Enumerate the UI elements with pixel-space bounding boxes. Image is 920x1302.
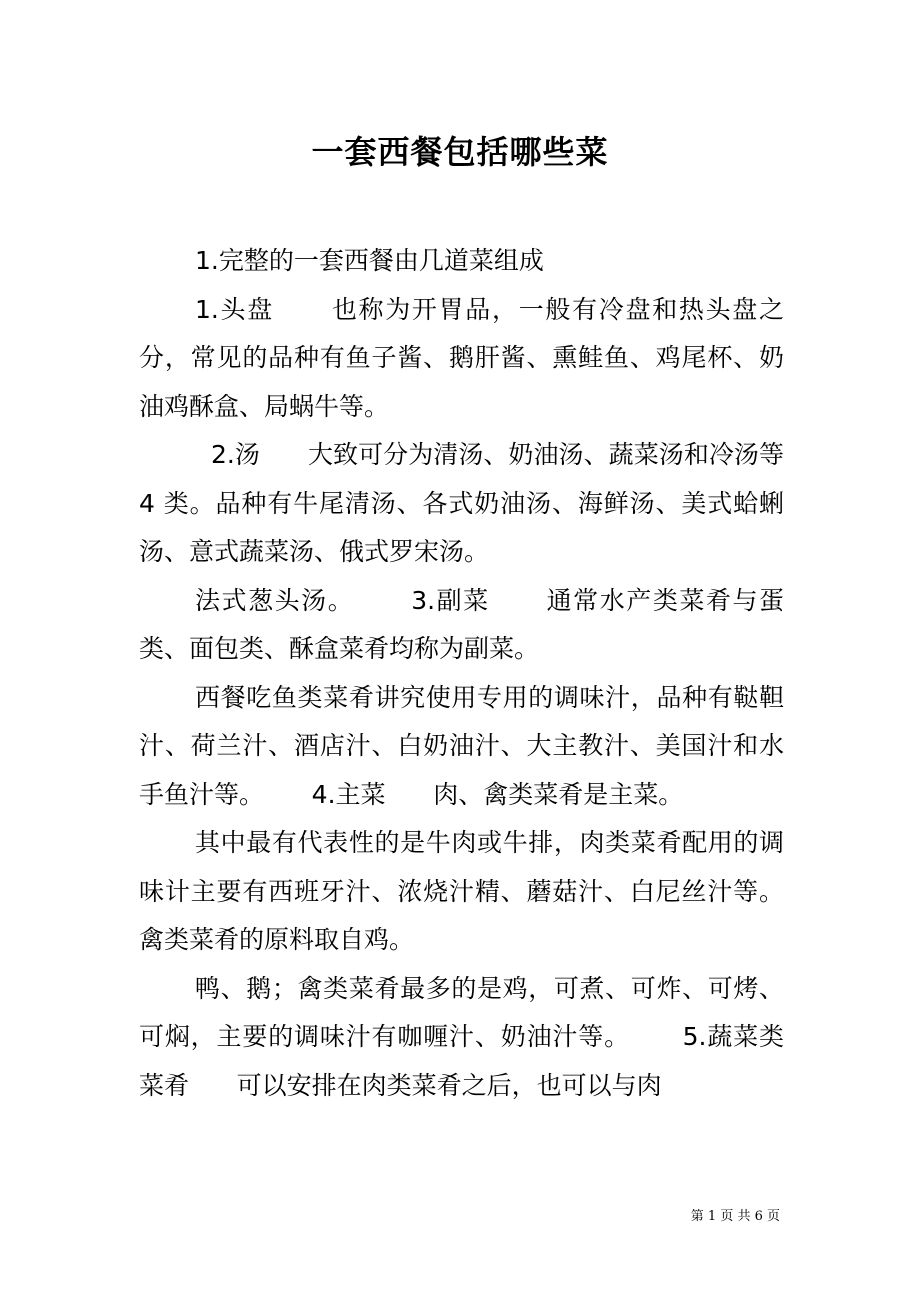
document-body [139, 237, 792, 1110]
document-title: 一套西餐包括哪些菜 [311, 133, 609, 171]
paragraph: 法式葱头汤。 3.副菜 通常水产类菜肴与蛋类、面包类、酥盒菜肴均称为副菜。 [139, 585, 784, 663]
paragraph: 其中最有代表性的是牛肉或牛排，肉类菜肴配用的调味计主要有西班牙汁、浓烧汁精、蘑菇汁、白尼丝汁等。禽类菜肴的原料取自鸡。 [139, 828, 784, 954]
paragraph: 鸭、鹅；禽类菜肴最多的是鸡，可煮、可炸、可烤、可焖，主要的调味汁有咖喱汁、奶油汁等。 5.蔬菜类菜肴 可以安排在肉类菜肴之后，也可以与肉 [139, 973, 784, 1100]
paragraph: 1.完整的一套西餐由几道菜组成 [195, 246, 544, 275]
page-number-footer: 第 1 页 共 6 页 [690, 1209, 780, 1224]
paragraph: 西餐吃鱼类菜肴讲究使用专用的调味汁，品种有鞑靼汁、荷兰汁、酒店汁、白奶油汁、大主教汁、美国汁和水手鱼汁等。 4.主菜 肉、禽类菜肴是主菜。 [139, 682, 784, 809]
paragraph: 2.汤 大致可分为清汤、奶油汤、蔬菜汤和冷汤等 4 类。品种有牛尾清汤、各式奶油汤、海鲜汤、美式蛤蜊汤、意式蔬菜汤、俄式罗宋汤。 [139, 440, 792, 566]
paragraph: 1.头盘 也称为开胃品，一般有冷盘和热头盘之分，常见的品种有鱼子酱、鹅肝酱、熏鲑鱼、鸡尾杯、奶油鸡酥盒、局蜗牛等。 [139, 294, 784, 421]
